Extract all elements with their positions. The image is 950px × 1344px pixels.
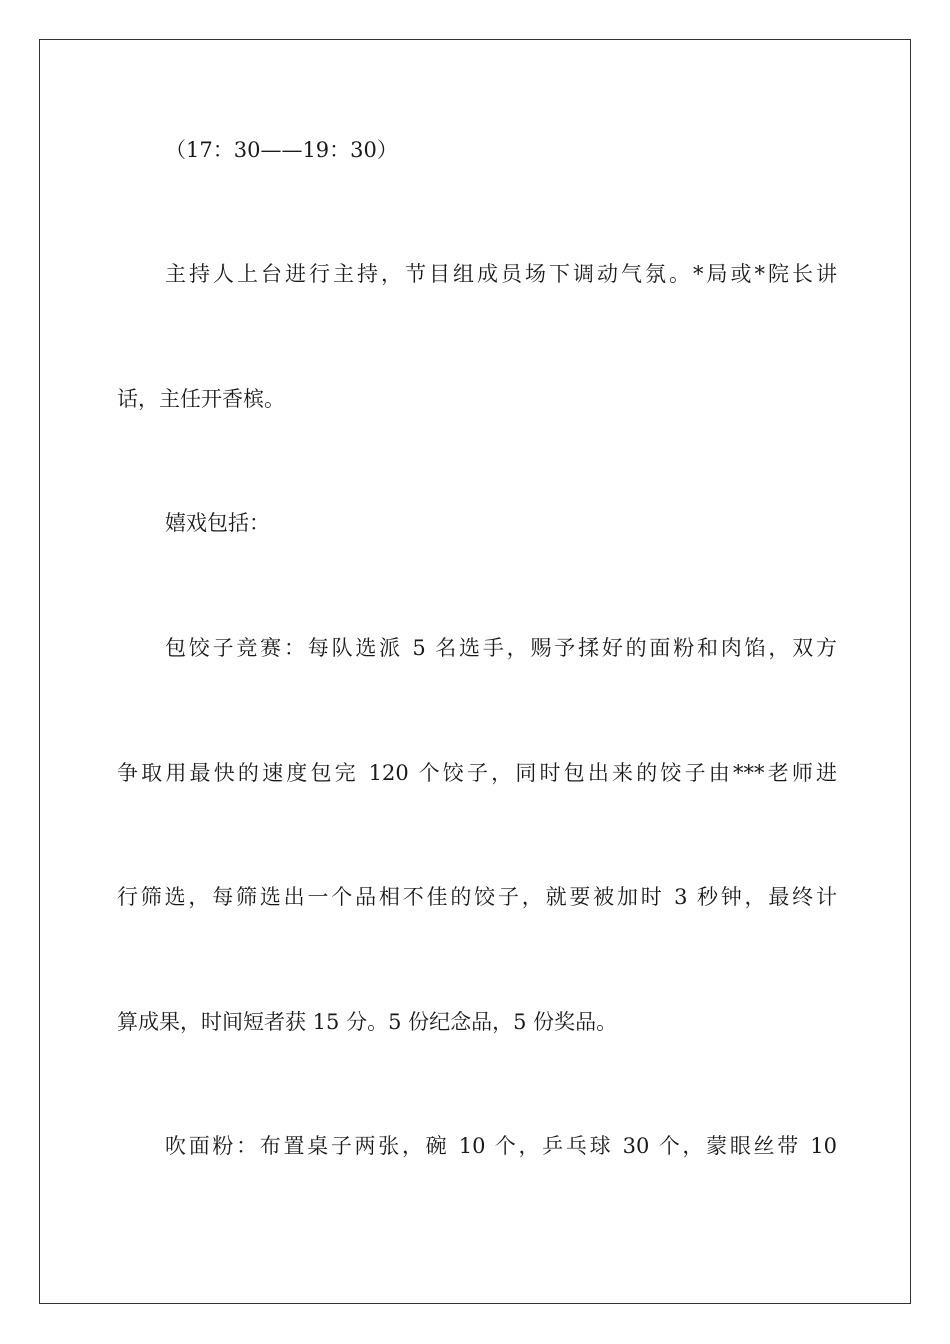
games-heading-line: 嬉戏包括： — [165, 511, 270, 535]
page-border — [39, 39, 911, 1304]
blow-flour-line-1: 吹面粉：布置桌子两张，碗 10 个，乒乓球 30 个，蒙眼丝带 10 — [165, 1134, 837, 1158]
paragraph-host-line-2: 话，主任开香槟。 — [117, 387, 285, 411]
dumpling-contest-line-2: 争取用最快的速度包完 120 个饺子，同时包出来的饺子由***老师进 — [117, 761, 837, 785]
dumpling-contest-line-3: 行筛选，每筛选出一个品相不佳的饺子，就要被加时 3 秒钟，最终计 — [117, 885, 837, 909]
time-range-line: （17：30——19：30） — [165, 138, 398, 162]
paragraph-host-line-1: 主持人上台进行主持，节目组成员场下调动气氛。*局或*院长讲 — [165, 262, 837, 286]
dumpling-contest-line-1: 包饺子竞赛：每队选派 5 名选手，赐予揉好的面粉和肉馅，双方 — [165, 636, 837, 660]
dumpling-contest-line-4: 算成果，时间短者获 15 分。5 份纪念品，5 份奖品。 — [117, 1010, 618, 1034]
